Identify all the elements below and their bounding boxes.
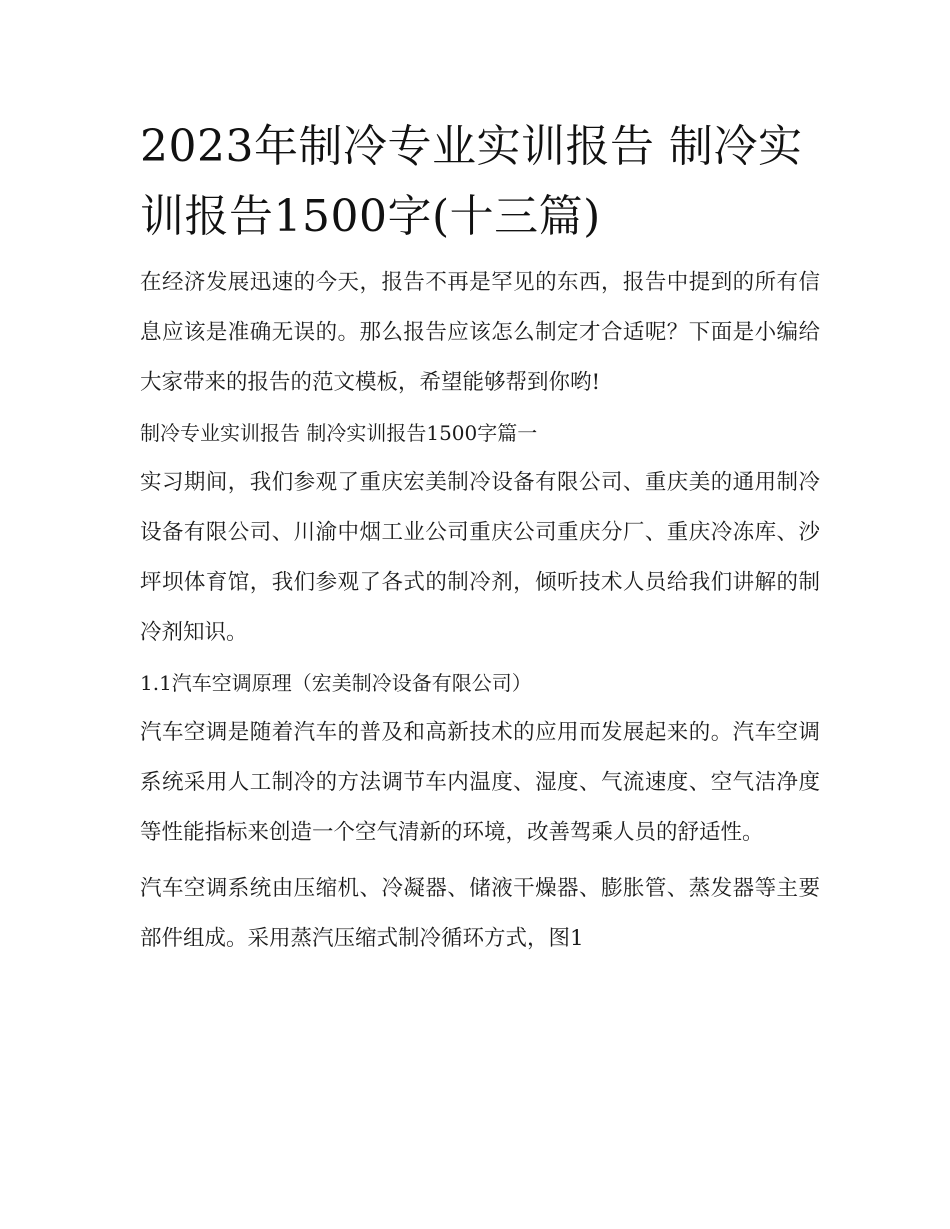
document-title: 2023年制冷专业实训报告 制冷实训报告1500字(十三篇) xyxy=(140,121,803,242)
section-heading: 制冷专业实训报告 制冷实训报告1500字篇一 xyxy=(140,421,538,445)
subsection-heading: 1.1汽车空调原理（宏美制冷设备有限公司） xyxy=(140,671,532,695)
paragraph-components: 汽车空调系统由压缩机、冷凝器、储液干燥器、膨胀管、蒸发器等主要部件组成。采用蒸汽压缩式制冷循环方式，图1 xyxy=(140,876,820,951)
intro-paragraph: 在经济发展迅速的今天，报告不再是罕见的东西，报告中提到的所有信息应该是准确无误的。那么报告应该怎么制定才合适呢？下面是小编给大家带来的报告的范文模板，希望能够帮到你哟! xyxy=(140,270,820,395)
document-content xyxy=(140,112,820,964)
paragraph-visit: 实习期间，我们参观了重庆宏美制冷设备有限公司、重庆美的通用制冷设备有限公司、川渝中烟工业公司重庆公司重庆分厂、重庆冷冻库、沙坪坝体育馆，我们参观了各式的制冷剂，倾听技术人员给我们讲解的制冷剂知识。 xyxy=(140,470,820,645)
paragraph-car-ac: 汽车空调是随着汽车的普及和高新技术的应用而发展起来的。汽车空调系统采用人工制冷的方法调节车内温度、湿度、气流速度、空气洁净度等性能指标来创造一个空气清新的环境，改善驾乘人员的舒适性。 xyxy=(140,720,820,845)
